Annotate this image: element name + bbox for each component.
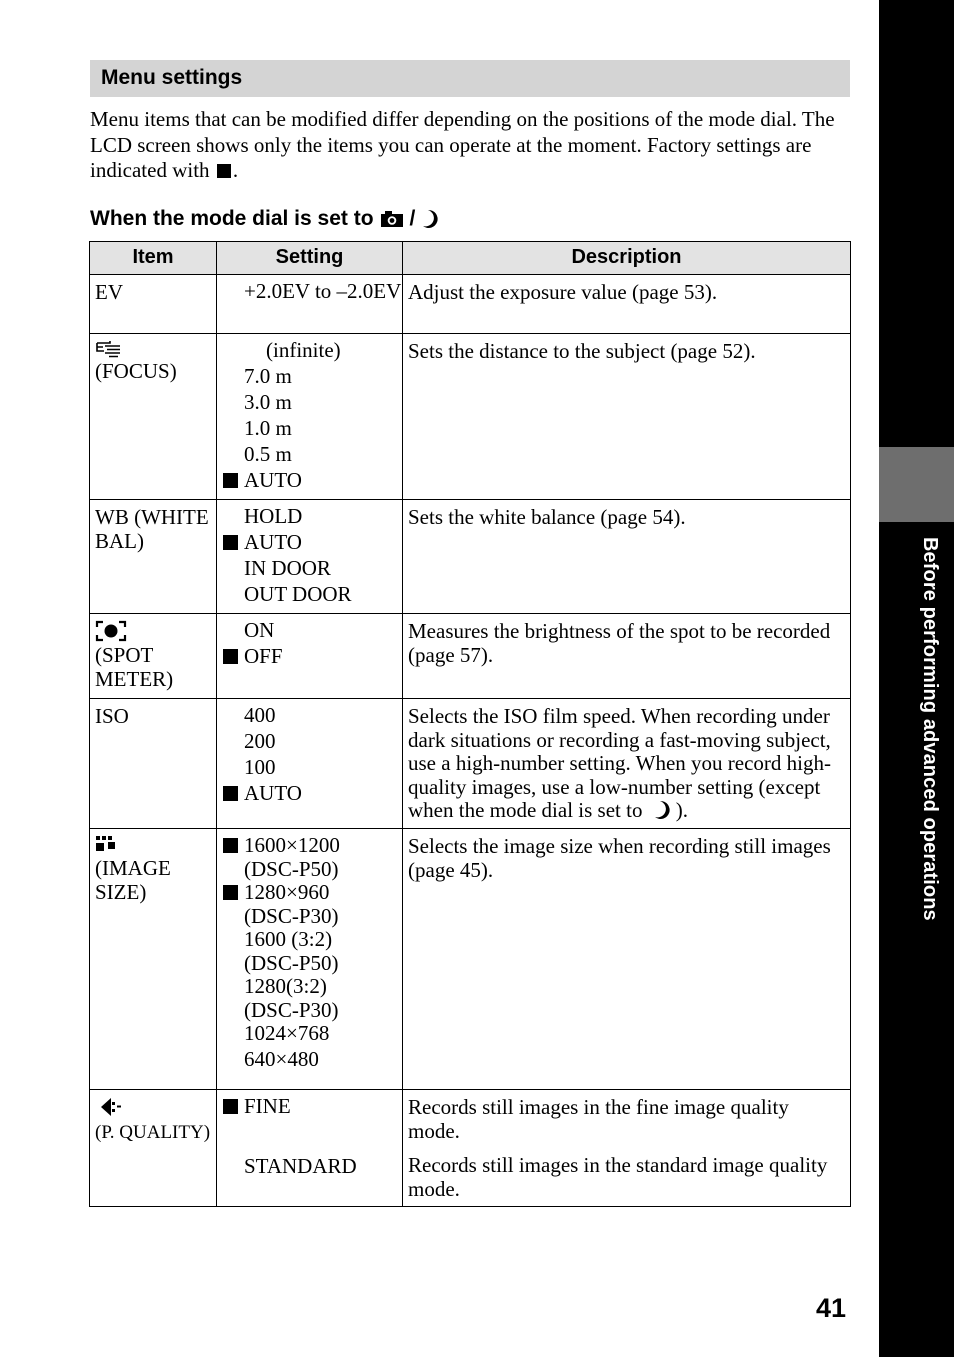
header-setting: Setting [217,242,403,275]
setting-option: AUTO [223,782,402,808]
description-cell: Sets the distance to the subject (page 52). [403,334,851,500]
setting-option: 400 [244,703,276,727]
item-cell [90,829,217,1090]
spot-meter-icon [95,620,127,642]
table-row [90,614,851,699]
description-cell: Measures the brightness of the spot to be recorded (page 57). [403,614,851,699]
setting-option: 640×480 [244,1047,319,1071]
subheading-text: When the mode dial is set to [90,207,374,230]
setting-option: 1024×768 [244,1021,330,1045]
item-label: (SPOT METER) [95,643,174,691]
default-marker [223,649,238,664]
header-description: Description [403,242,851,275]
setting-option: 1600 (3:2) (DSC-P50) [244,927,339,975]
header-item: Item [90,242,217,275]
setting-cell [217,699,403,829]
default-marker [223,1099,238,1114]
setting-option: 0.5 m [244,442,292,466]
setting-cell [217,614,403,699]
table-row [90,699,851,829]
item-cell [90,1090,217,1207]
setting-cell [217,500,403,614]
setting-option: 1280×960 (DSC-P30) [223,881,402,928]
item-label: (IMAGE SIZE) [95,856,171,904]
setting-cell [217,275,403,334]
setting-option: HOLD [244,504,303,528]
focus-icon [95,340,123,358]
setting-option: 1280(3:2) (DSC-P30) [244,974,339,1022]
default-marker [223,885,238,900]
chapter-tab-label: Before performing advanced operations [919,537,941,921]
setting-option: 1600×1200 (DSC-P50) [223,834,402,881]
mode-dial-subheading [90,207,439,231]
default-marker [223,535,238,550]
item-cell [90,275,217,334]
description-cell: Selects the image size when recording still images (page 45). [403,829,851,1090]
description-cell: Selects the ISO film speed. When recording under dark situations or recording a fast-moving subject, use a high-number setting. When you record high-quality images, use a low-number setting (except when the mode dial is set to ). [403,699,851,829]
setting-option: 100 [244,755,276,779]
setting-option: ON [244,618,275,642]
image-size-icon [95,835,117,855]
table-row [90,1090,851,1207]
item-cell [90,500,217,614]
setting-option: AUTO [223,531,402,557]
menu-settings-table [89,241,851,1207]
item-label: (FOCUS) [95,359,177,383]
chapter-tab-marker [879,447,954,522]
item-cell [90,699,217,829]
setting-option: 3.0 m [244,390,292,414]
setting-option: +2.0EV to –2.0EV [244,279,402,303]
item-label: EV [95,280,123,304]
setting-cell [217,829,403,1090]
table-row [90,275,851,334]
item-label: ISO [95,704,129,728]
item-cell [90,614,217,699]
setting-option: OFF [223,645,402,671]
description-cell: Sets the white balance (page 54). [403,500,851,614]
subheading-separator: / [409,207,416,230]
description-cell: Adjust the exposure value (page 53). [403,275,851,334]
moon-icon [652,800,672,820]
setting-option: STANDARD [244,1154,357,1178]
setting-option: FINE [223,1095,402,1155]
default-marker [223,473,238,488]
table-row [90,500,851,614]
item-label: WB (WHITE BAL) [95,505,209,553]
chapter-sidebar [879,0,954,1357]
section-title: Menu settings [101,66,243,89]
item-cell [90,334,217,500]
default-marker [223,838,238,853]
table-row [90,334,851,500]
setting-option: IN DOOR [244,556,331,580]
setting-option: 200 [244,729,276,753]
intro-paragraph: Menu items that can be modified differ depending on the positions of the mode dial. The LCD screen shows only the items you can operate at the moment. Factory settings are indicated with . [90,107,835,182]
section-header [90,60,850,97]
moon-icon [421,209,439,229]
table-header-row [90,242,851,275]
item-label: (P. QUALITY) [95,1122,211,1143]
factory-setting-marker [217,164,231,178]
page-number: 41 [816,1293,847,1323]
setting-option: OUT DOOR [244,582,352,606]
setting-option: 1.0 m [244,416,292,440]
picture-quality-icon [95,1096,125,1118]
setting-cell [217,1090,403,1207]
setting-option: AUTO [223,469,402,495]
camera-icon [380,210,404,228]
setting-cell [217,334,403,500]
description-cell: Records still images in the fine image quality mode. Records still images in the standard image quality mode. [403,1090,851,1207]
default-marker [223,786,238,801]
setting-option: (infinite) [266,338,341,362]
table-row [90,829,851,1090]
setting-option: 7.0 m [244,364,292,388]
